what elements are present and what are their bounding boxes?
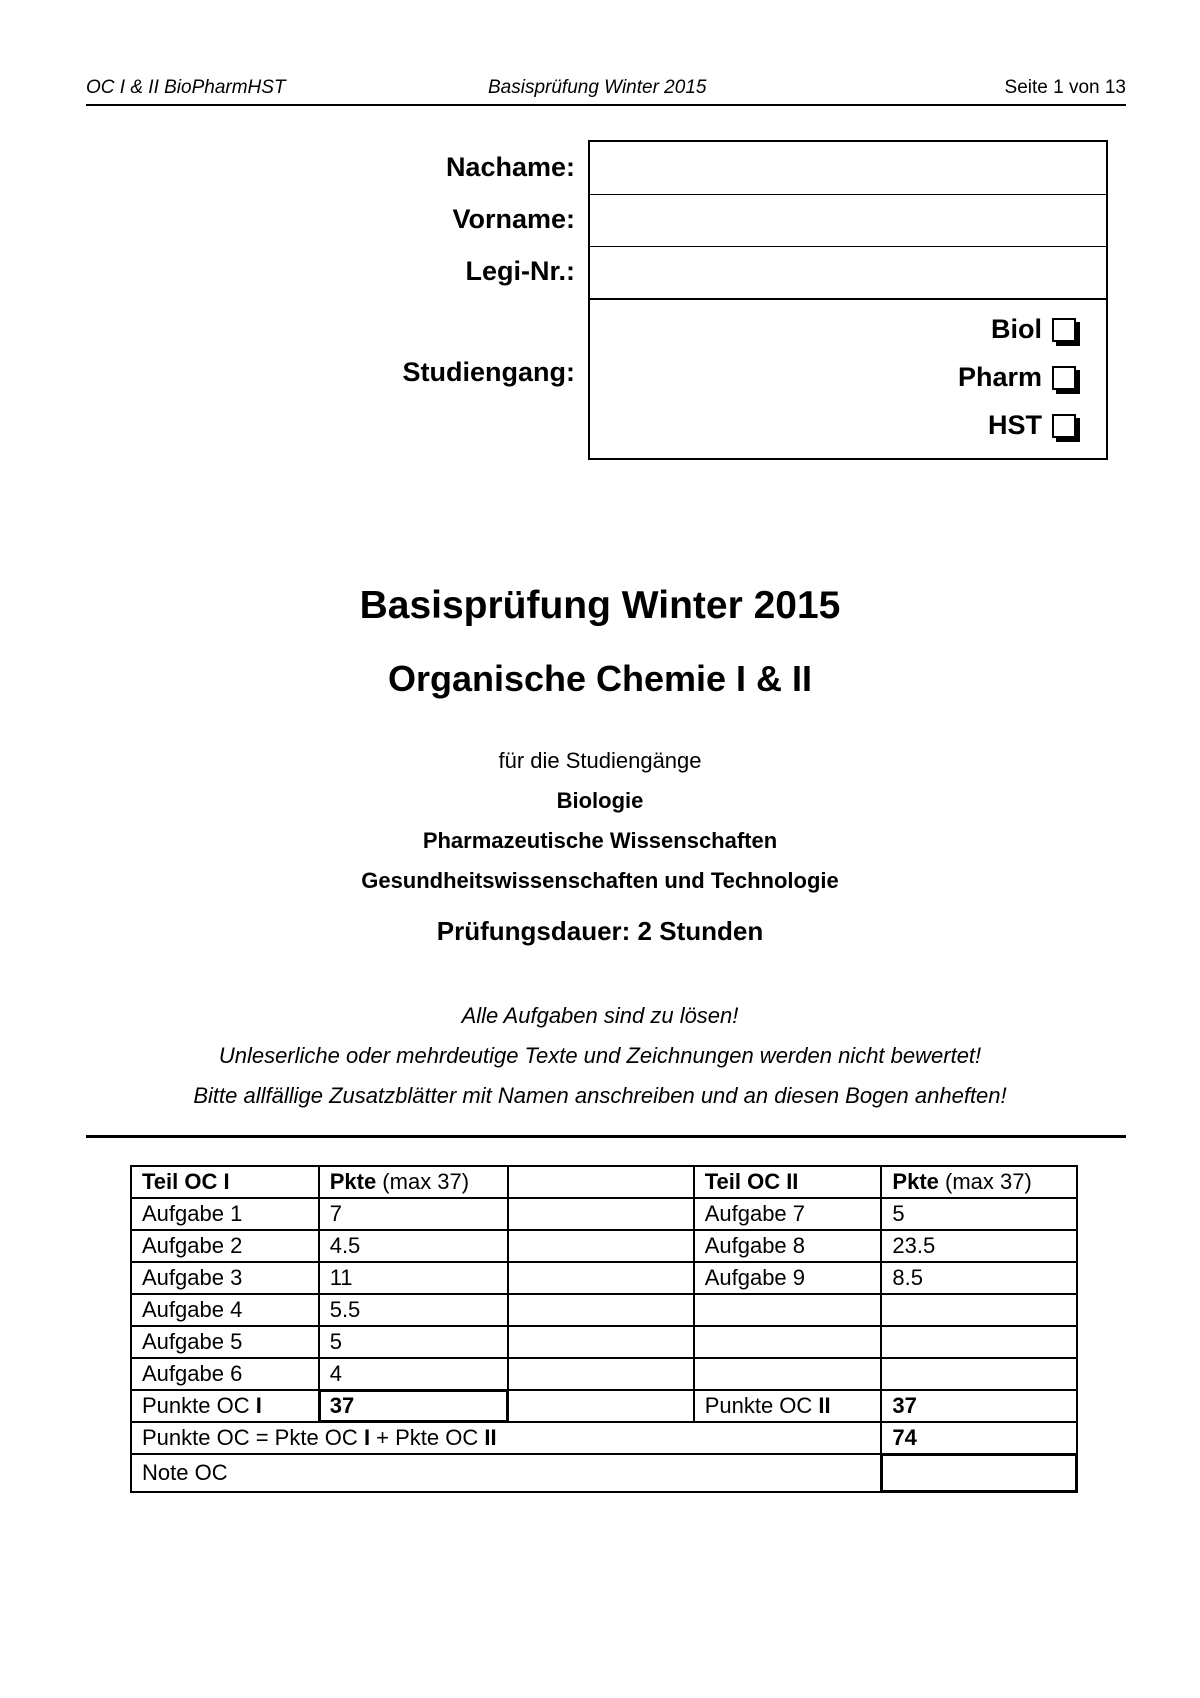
task-points: 23.5 — [881, 1230, 1077, 1262]
checkbox-icon[interactable] — [1052, 414, 1076, 438]
table-cell-empty — [508, 1262, 693, 1294]
program-option-label: Pharm — [957, 362, 1042, 392]
program-name: Gesundheitswissenschaften und Technologie — [361, 868, 839, 893]
points-header-bold: Pkte — [892, 1169, 939, 1194]
header-page-number: Seite 1 von 13 — [1004, 77, 1126, 98]
program-label: Studiengang: — [402, 357, 575, 387]
table-row — [131, 1326, 1077, 1358]
task-points: 4 — [319, 1358, 509, 1390]
table-cell-empty — [508, 1198, 693, 1230]
program-option-pharm[interactable] — [958, 362, 1076, 393]
exam-duration: Prüfungsdauer: 2 Stunden — [436, 916, 764, 946]
task-name: Aufgabe 2 — [131, 1230, 319, 1262]
task-name: Aufgabe 4 — [131, 1294, 319, 1326]
task-points: 8.5 — [881, 1262, 1077, 1294]
program-option-label: Biol — [991, 314, 1042, 344]
total-label-text: Punkte OC = Pkte OC — [142, 1425, 364, 1450]
header-exam: Basisprüfung Winter 2015 — [488, 77, 707, 98]
instruction-line: Bitte allfällige Zusatzblätter mit Namen anschreiben und an diesen Bogen anheften! — [193, 1083, 1007, 1108]
total-label-text: + Pkte OC — [370, 1425, 485, 1450]
page-header — [86, 76, 1126, 106]
table-cell-empty — [508, 1326, 693, 1358]
table-cell-empty — [881, 1294, 1077, 1326]
task-points: 5 — [319, 1326, 509, 1358]
program-name: Biologie — [556, 788, 644, 813]
identity-box — [588, 140, 1108, 460]
table-row — [131, 1262, 1077, 1294]
table-cell-empty — [508, 1230, 693, 1262]
points-header-max: (max 37) — [376, 1169, 470, 1194]
table-row — [131, 1198, 1077, 1230]
exam-title: Basisprüfung Winter 2015 — [359, 584, 841, 627]
program-option-biol[interactable] — [991, 314, 1076, 345]
points-header-bold: Pkte — [329, 1169, 377, 1194]
table-header-points — [319, 1166, 509, 1198]
table-header-row — [131, 1166, 1077, 1198]
task-name: Aufgabe 3 — [131, 1262, 319, 1294]
task-name: Aufgabe 5 — [131, 1326, 319, 1358]
table-cell-empty — [694, 1294, 882, 1326]
task-name: Aufgabe 6 — [131, 1358, 319, 1390]
grade-label: Note OC — [131, 1454, 881, 1492]
lastname-label: Nachame: — [445, 152, 575, 182]
subtotal-label-roman: I — [255, 1393, 262, 1418]
header-course: OC I & II BioPharmHST — [86, 77, 286, 98]
table-cell-empty — [508, 1358, 693, 1390]
table-cell-empty — [881, 1358, 1077, 1390]
table-cell-empty — [508, 1390, 693, 1422]
subtotal-label-oc2 — [694, 1390, 882, 1422]
exam-subtitle: Organische Chemie I & II — [387, 658, 813, 699]
subtotal-label-text: Punkte OC — [704, 1393, 819, 1418]
points-header-max: (max 37) — [938, 1169, 1032, 1194]
points-table — [130, 1165, 1078, 1493]
subtotal-label-oc1 — [131, 1390, 319, 1422]
table-header-part2: Teil OC II — [694, 1166, 882, 1198]
subtotal-value-oc2: 37 — [881, 1390, 1077, 1422]
programs-intro: für die Studiengänge — [498, 748, 702, 773]
legi-label: Legi-Nr.: — [465, 256, 575, 286]
task-points: 4.5 — [319, 1230, 509, 1262]
total-row — [131, 1422, 1077, 1454]
table-row — [131, 1294, 1077, 1326]
grade-value[interactable] — [881, 1454, 1077, 1492]
instruction-line: Alle Aufgaben sind zu lösen! — [461, 1003, 739, 1028]
table-cell-empty — [508, 1166, 693, 1198]
program-option-label: HST — [988, 410, 1042, 440]
grade-row — [131, 1454, 1077, 1492]
task-points: 5 — [881, 1198, 1077, 1230]
checkbox-icon[interactable] — [1052, 318, 1076, 342]
table-cell-empty — [694, 1326, 882, 1358]
total-value: 74 — [881, 1422, 1077, 1454]
legi-field[interactable] — [590, 246, 1106, 300]
task-name: Aufgabe 9 — [694, 1262, 882, 1294]
subtotal-row — [131, 1390, 1077, 1422]
subtotal-value-oc1: 37 — [319, 1390, 509, 1422]
lastname-field[interactable] — [590, 142, 1106, 195]
table-cell-empty — [694, 1358, 882, 1390]
table-row — [131, 1230, 1077, 1262]
task-points: 11 — [319, 1262, 509, 1294]
table-header-part1: Teil OC I — [131, 1166, 319, 1198]
firstname-label: Vorname: — [452, 204, 575, 234]
task-name: Aufgabe 8 — [694, 1230, 882, 1262]
checkbox-icon[interactable] — [1052, 366, 1076, 390]
program-name: Pharmazeutische Wissenschaften — [422, 828, 778, 853]
program-option-hst[interactable] — [988, 410, 1076, 441]
task-points: 5.5 — [319, 1294, 509, 1326]
table-row — [131, 1358, 1077, 1390]
total-label-roman: I — [363, 1425, 371, 1450]
firstname-field[interactable] — [590, 194, 1106, 247]
task-name: Aufgabe 1 — [131, 1198, 319, 1230]
task-points: 7 — [319, 1198, 509, 1230]
total-label — [131, 1422, 881, 1454]
section-divider — [86, 1135, 1126, 1138]
table-cell-empty — [881, 1326, 1077, 1358]
instruction-line: Unleserliche oder mehrdeutige Texte und Zeichnungen werden nicht bewertet! — [218, 1043, 982, 1068]
subtotal-label-text: Punkte OC — [142, 1393, 256, 1418]
subtotal-label-roman: II — [818, 1393, 831, 1418]
task-name: Aufgabe 7 — [694, 1198, 882, 1230]
table-cell-empty — [508, 1294, 693, 1326]
total-label-roman: II — [484, 1425, 497, 1450]
table-header-points — [881, 1166, 1077, 1198]
